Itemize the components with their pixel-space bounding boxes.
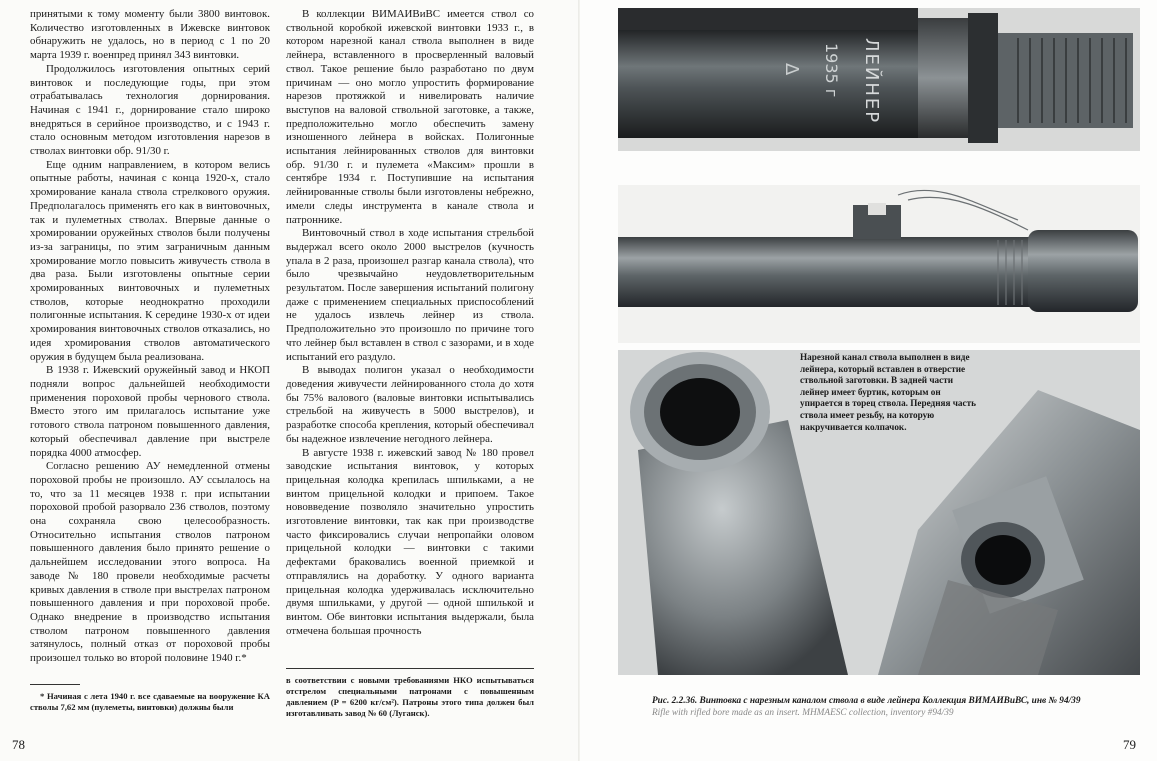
figure-caption xyxy=(652,695,1122,719)
page-number-right: 79 xyxy=(1123,737,1136,752)
caption-russian: Рис. 2.2.36. Винтовка с нарезным каналом ствола в виде лейнера Коллекция ВИМАИВиВС, инв № 94/39 xyxy=(652,696,1081,706)
col1-paragraph: В 1938 г. Ижевский оружейный завод и НКОП подняли вопрос дальнейшей необходимости применения пороховой пробы чернового ствола. Вместо этого им прилагалось испытание уже готового ствола патроном повышенного давления, который обеспечивал давление при выстреле порядка 4000 атмосфер. xyxy=(30,364,270,459)
marking-triangle: Δ xyxy=(781,63,802,76)
footnote-left: * Начиная с лета 1940 г. все сдаваемые на вооружение КА стволы 7,62 мм (пулеметы, винтовки) должны были xyxy=(30,691,270,712)
marking-year: 1935 г xyxy=(822,43,841,98)
photo-callout-text: Нарезной канал ствола выполнен в виде лейнера, который вставлен в отверстие ствольной заготовки. В задней части лейнер имеет буртик, которым он упирается в торец ствола. Передняя часть ствола имеет резьбу, на которую накручивается колпачок. xyxy=(800,352,976,432)
col2-paragraph: Винтовочный ствол в ходе испытания стрельбой выдержал всего около 2000 выстрелов (кучность упала в 2 раза, произошел разгар канала ствола), что было чрезвычайно неудовлетворительным результатом. После завершения испытаний полигону даже с применением специальных приспособлений не удалось извлечь лейнер из ствола. Предположительно это произошло по причине того что лейнер был вставлен в ствол с зазорами, и в ходе испытаний его раздуло. xyxy=(286,227,534,363)
caption-english: Rifle with rifled bore made as an insert. MHMAESC collection, inventory #94/39 xyxy=(652,708,954,718)
col1-paragraph: Продолжилось изготовления опытных серий винтовок и последующие годы, при этом отрабатывалась технология дорнирования. Начиная с 1941 г., дорнирование стало широко внедряться в серийное производство, и с 1943 г. стало основным методом изготовления нарезов в стволах винтовки обр. 91/30 г. xyxy=(30,62,270,158)
col2-paragraph: В августе 1938 г. ижевский завод № 180 провел заводские испытания винтовок, у которых прицельная колодка крепилась шпильками, а не винтом прицельной колодки и припоем. Такое нововведение позволяло значительно упростить изготовление винтовки, так как при производстве часто фиксировались случаи непропайки оловом прицельной колодки — винтовки с такими дефектами браковались военной приемкой и отправлялись на доработку. У одного варианта прицельная колодка удерживалась исключительно двумя шпильками, у другой — одной шпилькой и винтом. Обе винтовки испытания выдержали, была отмечена большая прочность xyxy=(286,446,534,637)
text-column-1 xyxy=(30,8,270,666)
footnote-rule-right xyxy=(286,668,534,669)
text-column-2 xyxy=(286,8,534,638)
footnote-rule-left xyxy=(30,684,80,685)
col2-paragraph: В выводах полигон указал о необходимости доведения живучести лейнированного стола до хотя бы 75% валового (валовые винтовки испытывались стрельбой на живучесть в 5000 выстрелов), и разработке способа крепления, который обеспечивал бы надежное извлечение негодного лейнера. xyxy=(286,364,534,445)
col1-paragraph: принятыми к тому моменту были 3800 винтовок. Количество изготовленных в Ижевске винтовок обнаружить не удалось, но в период с 1 по 20 марта 1939 г. военпред принял 343 винтовки. xyxy=(30,8,270,62)
footnote-right: в соответствии с новыми требованиями НКО испытываться отстрелом специальными патронами с повышенным давлением (P = 6200 кг/см²). Патроны этого типа должен был изготавливать завод № 60 (Луганск). xyxy=(286,675,534,718)
col1-paragraph: Еще одним направлением, в котором велись опытные работы, начиная с конца 1920-х, стало хромирование канала ствола стрелкового оружия. Предполагалось применять его как в винтовочных, так и пулеметных стволах. Впервые данные о хромировании оружейных стволов были получены из-за заграницы, по этим заграничным данным хромирование могло повысить живучесть ствола в два раза. Были изготовлены опытные серии хромированных винтовочных и пулеметных стволов, которые неоднократно проходили полигонные испытания. К середине 1930-х от идеи хромирования винтовочных стволов отказались, но идея хромирования стволов автоматического оружия в будущем была реализована. xyxy=(30,158,270,363)
page-number-left: 78 xyxy=(12,737,25,752)
photo-barrel-tip xyxy=(618,185,1140,343)
col2-paragraph: В коллекции ВИМАИВиВС имеется ствол со ствольной коробкой ижевской винтовки 1933 г., в котором нарезной канал ствола выполнен в виде лейнера, вставленного в просверленный валовый ствол. Такое решение было разработано по двум причинам — оно могло упростить формирование нарезов протяжкой и нивелировать наличие выступов на валовой ствольной заготовке, а также, предположительно могло обеспечить замену изношенного лейнера в войсках. Полигонные испытания лейнированных стволов для винтовки обр. 91/30 г. и пулемета «Максим» прошли в сентябре 1934 г. Поступившие на испытания лейнированные стволы были изготовлены небрежно, имели следы инструмента в канале ствола и патроннике. xyxy=(286,8,534,226)
col1-paragraph: Согласно решению АУ немедленной отмены пороховой пробы не произошло. АУ ссылалось на то, что за 11 месяцев 1938 г. при испытании пороховой пробой разорвало 236 стволов, поэтому она сохраняла свою целесообразность. Относительно испытания стволов патроном повышенного давления было принято решение о дальнейшем исследовании этого вопроса. На заводе № 180 провели необходимые расчеты кривых давления в стволе при выстрелах патроном повышенного давления и при пороховой пробе. Однако внедрение в производство испытания стволом патроном повышенного давления затянулось, полный отказ от пороховой пробы произошел только во второй половине 1940 г.* xyxy=(30,460,270,665)
photo-receiver-markings xyxy=(618,8,1140,151)
marking-liner: ЛЕЙНЕР xyxy=(861,38,882,125)
